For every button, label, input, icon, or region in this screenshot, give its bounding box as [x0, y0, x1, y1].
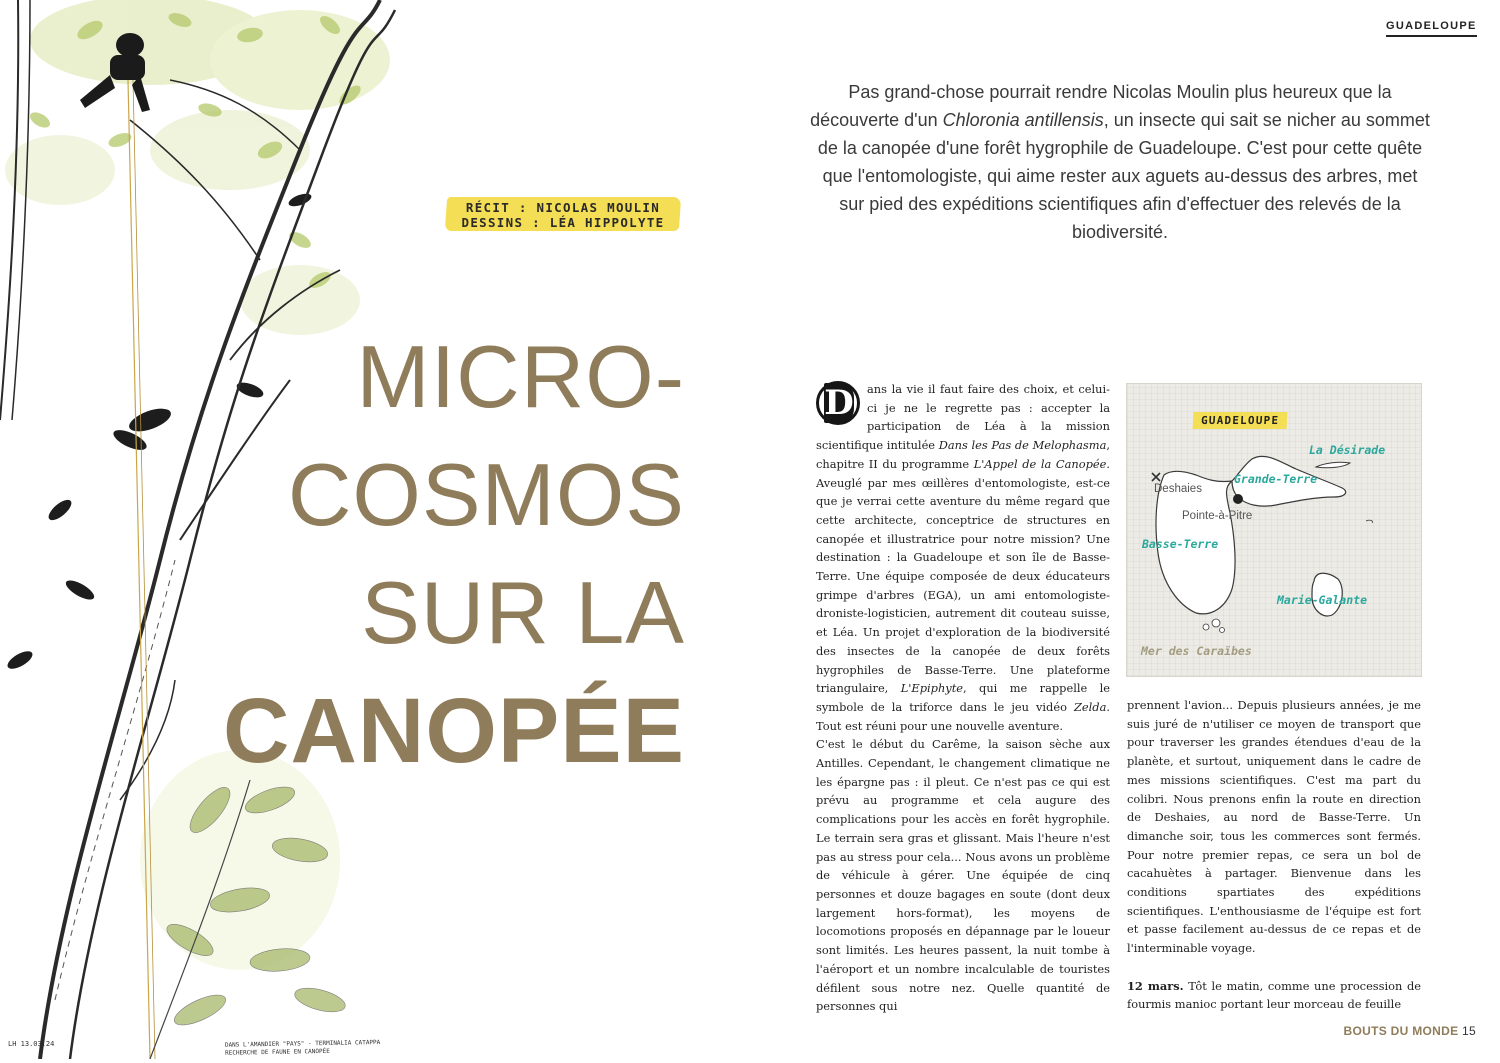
page-number: 15	[1462, 1024, 1476, 1038]
intro-part-1: Pas grand-chose pourrait rendre Nicolas Moulin plus heureux que la découverte d'un	[810, 82, 1392, 130]
map-petite-terre-shape	[1366, 520, 1373, 523]
magazine-name: BOUTS DU MONDE	[1343, 1024, 1459, 1038]
p1-game-name: Zelda	[1073, 699, 1107, 714]
map-les-saintes-shape-3	[1220, 628, 1225, 633]
p1-text-d: , qui me rappelle le symbole de la triforce dans le jeu vidéo	[816, 681, 1110, 714]
sketch-signature: LH 13.03.24	[8, 1040, 55, 1048]
body-column-1	[816, 380, 1110, 1016]
map-les-saintes-shape-1	[1203, 624, 1209, 630]
p4-date: 12 mars.	[1127, 978, 1184, 993]
map-label-grande-terre: Grande-Terre	[1234, 472, 1318, 486]
credit-author: RÉCIT : NICOLAS MOULIN	[465, 200, 661, 215]
map-label-sea: Mer des Caraïbes	[1141, 644, 1252, 658]
article-title	[223, 318, 685, 790]
map-label-desirade: La Désirade	[1309, 443, 1386, 457]
p1-text-c: . Aveuglé par mes œillères d'entomologiste, est-ce que je verrai cette aventure du même regard que cette architecte, conceptrice de structures en canopée et illustratrice pour notre mission? Une destination : la Guadeloupe et son île de Basse-Terre. Une équipe composée de deux éducateurs grimpe d'arbres (EGA), un ami entomologiste-droniste-logisticien, autrement dit couteau suisse, et Léa. Un projet d'exploration de la biodiversité des insectes de la canopée de deux forêts hygrophiles de Basse-Terre. Une plateforme triangulaire,	[816, 456, 1110, 696]
body-paragraph-2: C'est le début du Carême, la saison sèche aux Antilles. Cependant, le changement climatique ne les épargne pas : il pleut. Ce n'est pas ce qui est prévu au programme et cela augure des complications pour les accès en forêt hygrophile. Le terrain sera gras et glissant. Mais l'heure n'est pas au stress pour cela... Nous avons un problème de véhicule à gérer. Une équipée de cinq personnes et douze bagages en soute (dont deux largement hors-format), les moyens de locomotions proposés en dépannage par le loueur sont limités. Les heures passent, la nuit tombe à l'aéroport et un nombre incalculable de touristes défilent sous notre nez. Quelle quantité de personnes qui	[816, 737, 1110, 1014]
sketch-caption-line2: RECHERCHE DE FAUNE EN CANOPÉE	[225, 1047, 330, 1057]
body-paragraph-4	[1127, 977, 1421, 1014]
sketch-caption-line1: DANS L'AMANDIER "PAYS" - TERMINALIA CATAPPA	[224, 1039, 381, 1049]
title-line-3: SUR LA	[361, 563, 685, 662]
p1-mission-name: Dans les Pas de Melophasma	[938, 438, 1107, 453]
body-paragraph-3: prennent l'avion... Depuis plusieurs années, je me suis juré de n'utiliser ce moyen de transport que pour traverser les grandes étendues d'eau de la planète, et surtout, uniquement dans le cadre de mes missions scientifiques. C'est ma part du colibri. Nous prenons enfin la route en direction de Deshaies, au nord de Basse-Terre. Un dimanche soir, tous les commerces sont fermés. Pour notre premier repas, ce sera un bol de cacahuètes à partager. Bienvenue dans les conditions spartiates des expéditions scientifiques. L'enthousiasme de l'équipe est fort et passe facilement au-dessus de ce repas et de l'interminable voyage.	[1127, 698, 1421, 956]
map-title: GUADELOUPE	[1193, 412, 1288, 429]
map-les-saintes-shape-2	[1212, 619, 1220, 627]
credits-block	[446, 197, 680, 231]
p1-text-a: ans la vie il faut faire des choix, et celui-ci je ne le regrette pas : accepter la participation de Léa à la mission scientifique intitulée	[816, 382, 1110, 453]
title-line-2: COSMOS	[287, 445, 685, 544]
map-label-pointe-a-pitre: Pointe-à-Pitre	[1182, 510, 1253, 522]
title-line-4: CANOPÉE	[223, 680, 685, 782]
body-column-2	[1127, 696, 1421, 1014]
guadeloupe-map	[1126, 383, 1422, 677]
dropcap-letter: D	[824, 383, 854, 423]
map-label-deshaies: Deshaies	[1154, 483, 1202, 495]
p1-platform-name: L'Epiphyte	[900, 681, 964, 696]
map-label-basse-terre: Basse-Terre	[1142, 537, 1219, 551]
map-desirade-shape	[1316, 462, 1350, 468]
credit-illustrator: DESSINS : LÉA HIPPOLYTE	[461, 215, 665, 230]
map-deshaies-marker	[1152, 473, 1160, 481]
body-paragraph-1	[816, 380, 1110, 735]
p4-text: Tôt le matin, comme une procession de fourmis manioc portant leur morceau de feuille	[1127, 978, 1421, 1012]
section-label: GUADELOUPE	[1386, 20, 1477, 37]
map-label-marie-galante: Marie-Galante	[1277, 593, 1368, 607]
p1-program-name: L'Appel de la Canopée	[973, 456, 1107, 471]
intro-part-2: , un insecte qui sait se nicher au sommet de la canopée d'une forêt hygrophile de Guadeloupe. C'est pour cette quête que l'entomologiste, qui aime rester aux aguets au-dessus des arbres, met sur pied des expéditions scientifiques afin d'effectuer des relevés de la biodiversité.	[817, 110, 1430, 242]
intro-paragraph	[808, 78, 1432, 246]
intro-species: Chloronia antillensis	[942, 110, 1104, 130]
p1-text-b: , chapitre II du programme	[816, 438, 1110, 471]
map-pointe-a-pitre-marker	[1233, 494, 1243, 504]
title-line-1: MICRO-	[356, 327, 685, 426]
dropcap	[816, 381, 860, 425]
page-footer	[1344, 1024, 1476, 1038]
p1-text-e: . Tout est réuni pour une nouvelle aventure.	[816, 699, 1110, 733]
